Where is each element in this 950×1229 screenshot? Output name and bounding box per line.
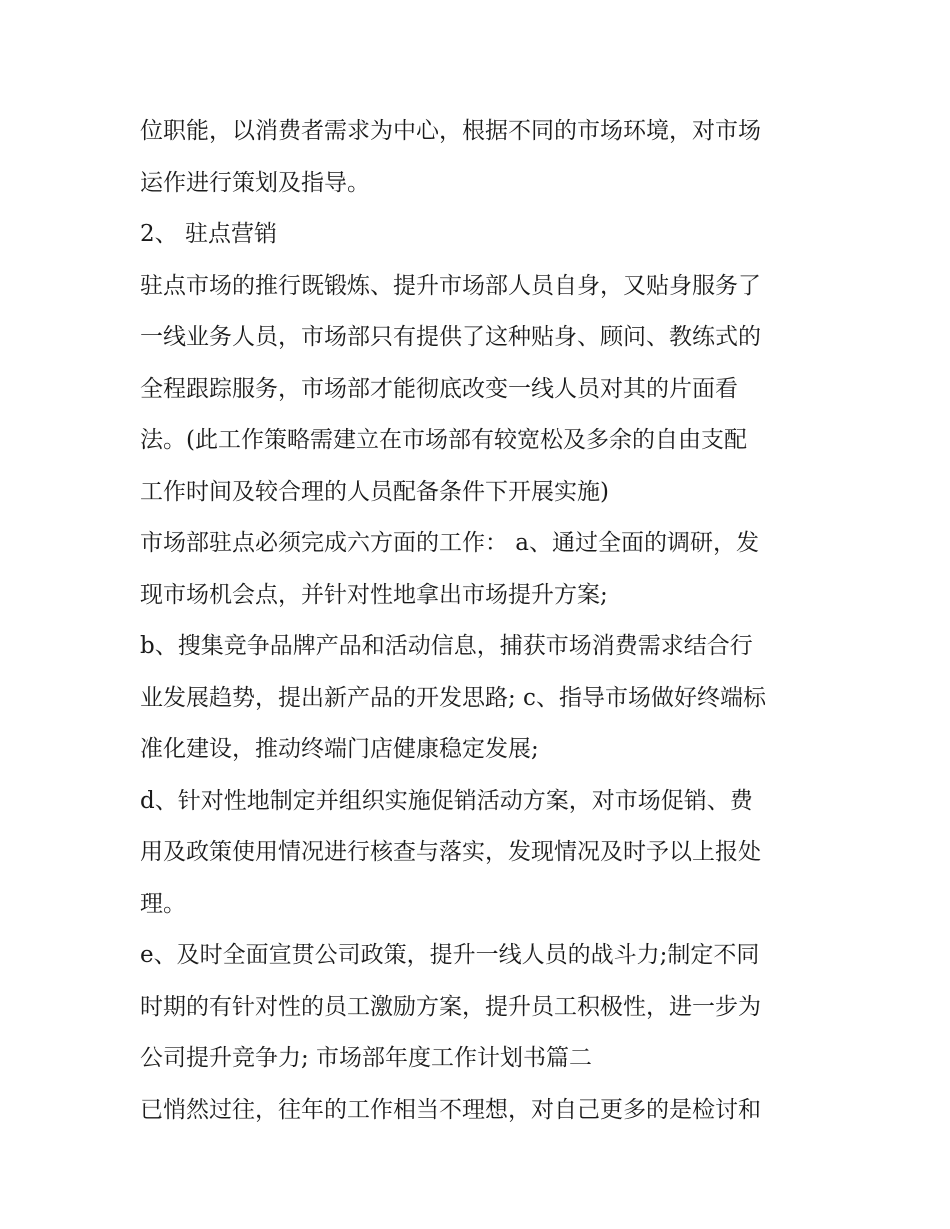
text-line: 全程跟踪服务，市场部才能彻底改变一线人员对其的片面看 (140, 375, 738, 402)
text-line: 运作进行策划及指导。 (140, 169, 370, 196)
text-line: 业发展趋势，提出新产品的开发思路; c、指导市场做好终端标 (140, 684, 766, 711)
text-line: 一线业务人员，市场部只有提供了这种贴身、顾问、教练式的 (140, 324, 761, 350)
text-line: e、及时全面宣贯公司政策，提升一线人员的战斗力;制定不同 (140, 942, 760, 968)
text-line: 驻点市场的推行既锻炼、提升市场部人员自身，又贴身服务了 (140, 272, 761, 299)
document-body (140, 106, 820, 1136)
text-line: 市场部驻点必须完成六方面的工作： a、通过全面的调研，发 (140, 530, 760, 556)
text-line: 用及政策使用情况进行核查与落实，发现情况及时予以上报处 (140, 839, 761, 865)
text-line: 法。(此工作策略需建立在市场部有较宽松及多余的自由支配 (140, 427, 747, 453)
text-line: b、搜集竞争品牌产品和活动信息，捕获市场消费需求结合行 (140, 633, 753, 659)
section-heading: 2、 驻点营销 (140, 221, 277, 247)
text-line: 已悄然过往，往年的工作相当不理想，对自己更多的是检讨和 (140, 1096, 761, 1123)
text-line: 时期的有针对性的员工激励方案，提升员工积极性，进一步为 (140, 993, 761, 1020)
text-line: 准化建设，推动终端门店健康稳定发展; (140, 736, 539, 762)
text-line: 工作时间及较合理的人员配备条件下开展实施) (140, 478, 609, 505)
text-line: 位职能，以消费者需求为中心，根据不同的市场环境，对市场 (140, 118, 761, 144)
text-line: d、针对性地制定并组织实施促销活动方案，对市场促销、费 (140, 787, 753, 814)
text-line: 公司提升竞争力; 市场部年度工作计划书篇二 (140, 1045, 593, 1071)
text-line: 理。 (140, 890, 186, 917)
text-line: 现市场机会点，并针对性地拿出市场提升方案; (140, 581, 608, 608)
